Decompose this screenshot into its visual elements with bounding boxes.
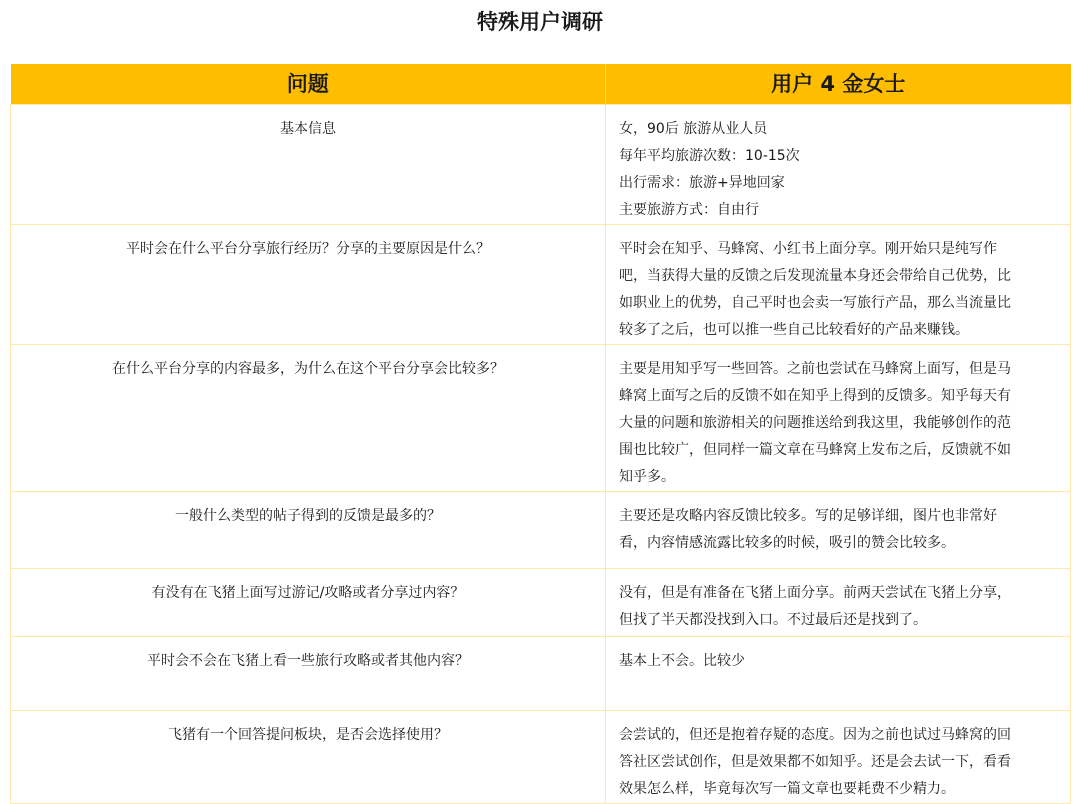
survey-table <box>10 64 1071 804</box>
table-row <box>11 345 1071 492</box>
table-row <box>11 105 1071 225</box>
table-row <box>11 569 1071 637</box>
answer-line: 每年平均旅游次数：10-15次 <box>619 148 800 164</box>
answer-line: 会尝试的，但还是抱着存疑的态度。因为之前也试过马蜂窝的回 <box>619 727 1011 743</box>
page-title: 特殊用户调研 <box>477 10 603 34</box>
answer-line: 主要旅游方式：自由行 <box>619 202 759 218</box>
answer-line: 出行需求：旅游+异地回家 <box>619 175 785 191</box>
answer-cell <box>606 345 1071 492</box>
table-row <box>11 711 1071 804</box>
answer-line: 基本上不会。比较少 <box>619 653 745 669</box>
answer-line: 知乎多。 <box>619 469 675 485</box>
answer-line: 看，内容情感流露比较多的时候，吸引的赞会比较多。 <box>619 535 955 551</box>
answer-line: 女，90后 旅游从业人员 <box>619 121 768 137</box>
table-row <box>11 225 1071 345</box>
table-header-row <box>11 64 1071 105</box>
column-header-question: 问题 <box>11 64 606 105</box>
question-cell: 平时会不会在飞猪上看一些旅行攻略或者其他内容？ <box>11 637 606 711</box>
answer-line: 如职业上的优势，自己平时也会卖一写旅行产品，那么当流量比 <box>619 295 1011 311</box>
table-row <box>11 492 1071 569</box>
answer-line: 平时会在知乎、马蜂窝、小红书上面分享。刚开始只是纯写作 <box>619 241 997 257</box>
answer-cell <box>606 637 1071 711</box>
answer-line: 答社区尝试创作，但是效果都不如知乎。还是会去试一下，看看 <box>619 754 1011 770</box>
table-row <box>11 637 1071 711</box>
question-cell: 平时会在什么平台分享旅行经历？分享的主要原因是什么？ <box>11 225 606 345</box>
answer-cell <box>606 225 1071 345</box>
column-header-user: 用户 4 金女士 <box>606 64 1071 105</box>
answer-line: 主要是用知乎写一些回答。之前也尝试在马蜂窝上面写，但是马 <box>619 361 1011 377</box>
answer-line: 效果怎么样，毕竟每次写一篇文章也要耗费不少精力。 <box>619 781 955 797</box>
answer-line: 大量的问题和旅游相关的问题推送给到我这里，我能够创作的范 <box>619 415 1011 431</box>
answer-line: 较多了之后，也可以推一些自己比较看好的产品来赚钱。 <box>619 322 969 338</box>
question-cell: 一般什么类型的帖子得到的反馈是最多的？ <box>11 492 606 569</box>
question-cell: 基本信息 <box>11 105 606 225</box>
answer-line: 没有，但是有准备在飞猪上面分享。前两天尝试在飞猪上分享， <box>619 585 1011 601</box>
answer-line: 蜂窝上面写之后的反馈不如在知乎上得到的反馈多。知乎每天有 <box>619 388 1011 404</box>
answer-cell <box>606 711 1071 804</box>
question-cell: 飞猪有一个回答提问板块，是否会选择使用？ <box>11 711 606 804</box>
answer-cell <box>606 105 1071 225</box>
answer-cell <box>606 569 1071 637</box>
question-cell: 在什么平台分享的内容最多，为什么在这个平台分享会比较多？ <box>11 345 606 492</box>
answer-line: 主要还是攻略内容反馈比较多。写的足够详细，图片也非常好 <box>619 508 997 524</box>
answer-line: 但找了半天都没找到入口。不过最后还是找到了。 <box>619 612 927 628</box>
question-cell: 有没有在飞猪上面写过游记/攻略或者分享过内容？ <box>11 569 606 637</box>
answer-line: 围也比较广，但同样一篇文章在马蜂窝上发布之后，反馈就不如 <box>619 442 1011 458</box>
answer-line: 吧，当获得大量的反馈之后发现流量本身还会带给自己优势，比 <box>619 268 1011 284</box>
answer-cell <box>606 492 1071 569</box>
